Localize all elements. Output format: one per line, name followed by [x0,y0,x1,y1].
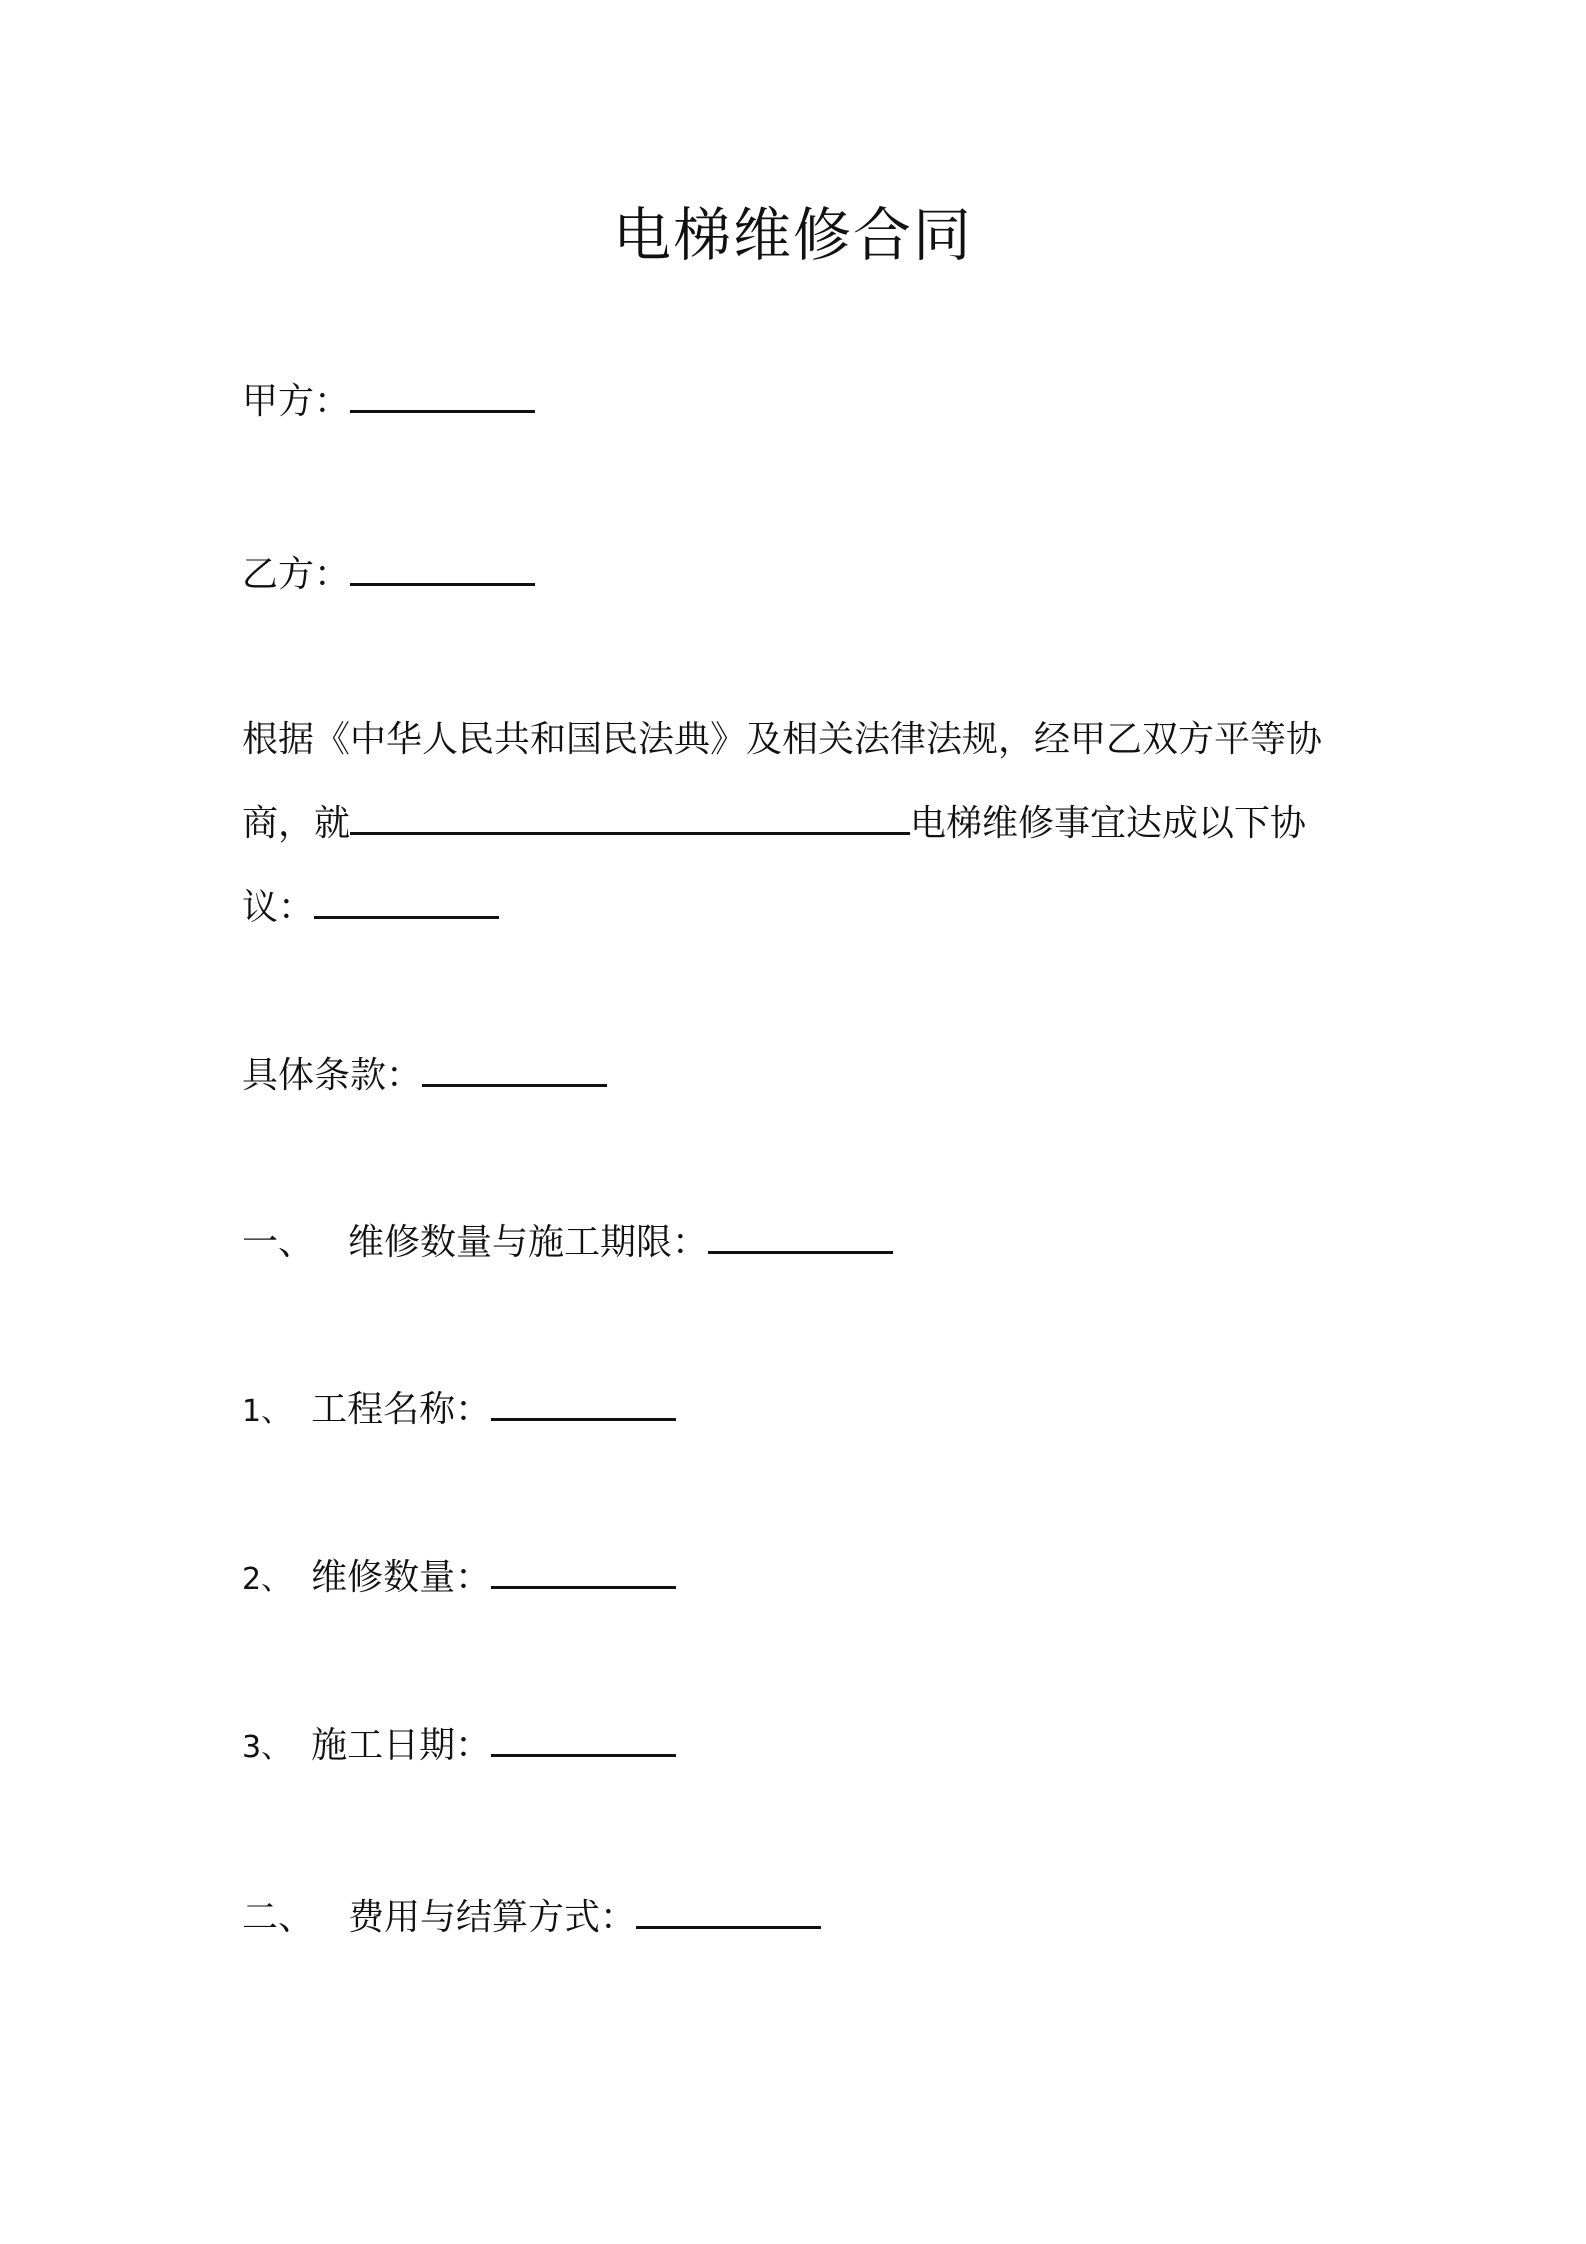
section-2-blank [636,1888,821,1929]
preamble-line-3 [242,866,1357,950]
terms-label: 具体条款： [242,1055,423,1096]
section-2-marker: 二、 [242,1897,315,1938]
item-1-marker: 1、 [242,1394,292,1429]
section-1-label: 维修数量与施工期限： [348,1222,709,1263]
section-1-marker: 一、 [242,1222,315,1263]
party-a-blank [350,372,535,413]
item-2-line [242,1548,676,1605]
item-3-label: 施工日期： [311,1725,492,1766]
preamble-line-1: 根据《中华人民共和国民法典》及相关法律法规，经甲乙双方平等协 [242,719,1323,760]
item-2-marker: 2、 [242,1562,292,1597]
section-2-label: 费用与结算方式： [348,1897,637,1938]
item-2-blank [491,1548,676,1589]
party-b-blank [350,545,535,586]
section-1-line [242,1213,893,1268]
item-2-label: 维修数量： [311,1557,492,1598]
preamble-paragraph [242,698,1357,950]
preamble-line-3-label: 议： [242,887,315,928]
party-a-line [242,372,535,427]
preamble-line-2-before: 商，就 [242,803,351,844]
party-b-label: 乙方： [242,554,351,595]
item-1-blank [491,1380,676,1421]
preamble-line-2-after: 电梯维修事宜达成以下协 [910,803,1307,844]
party-b-line [242,545,535,600]
preamble-line-2 [242,782,1357,866]
item-3-blank [491,1716,676,1757]
item-3-line [242,1716,676,1773]
agreement-blank [314,878,499,919]
terms-blank [422,1046,607,1087]
terms-line [242,1046,607,1101]
section-2-line [242,1888,821,1943]
item-3-marker: 3、 [242,1730,292,1765]
party-a-label: 甲方： [242,381,351,422]
item-1-line [242,1380,676,1437]
document-title: 电梯维修合同 [612,201,973,269]
project-blank [350,794,910,835]
item-1-label: 工程名称： [311,1389,492,1430]
section-1-blank [708,1213,893,1254]
